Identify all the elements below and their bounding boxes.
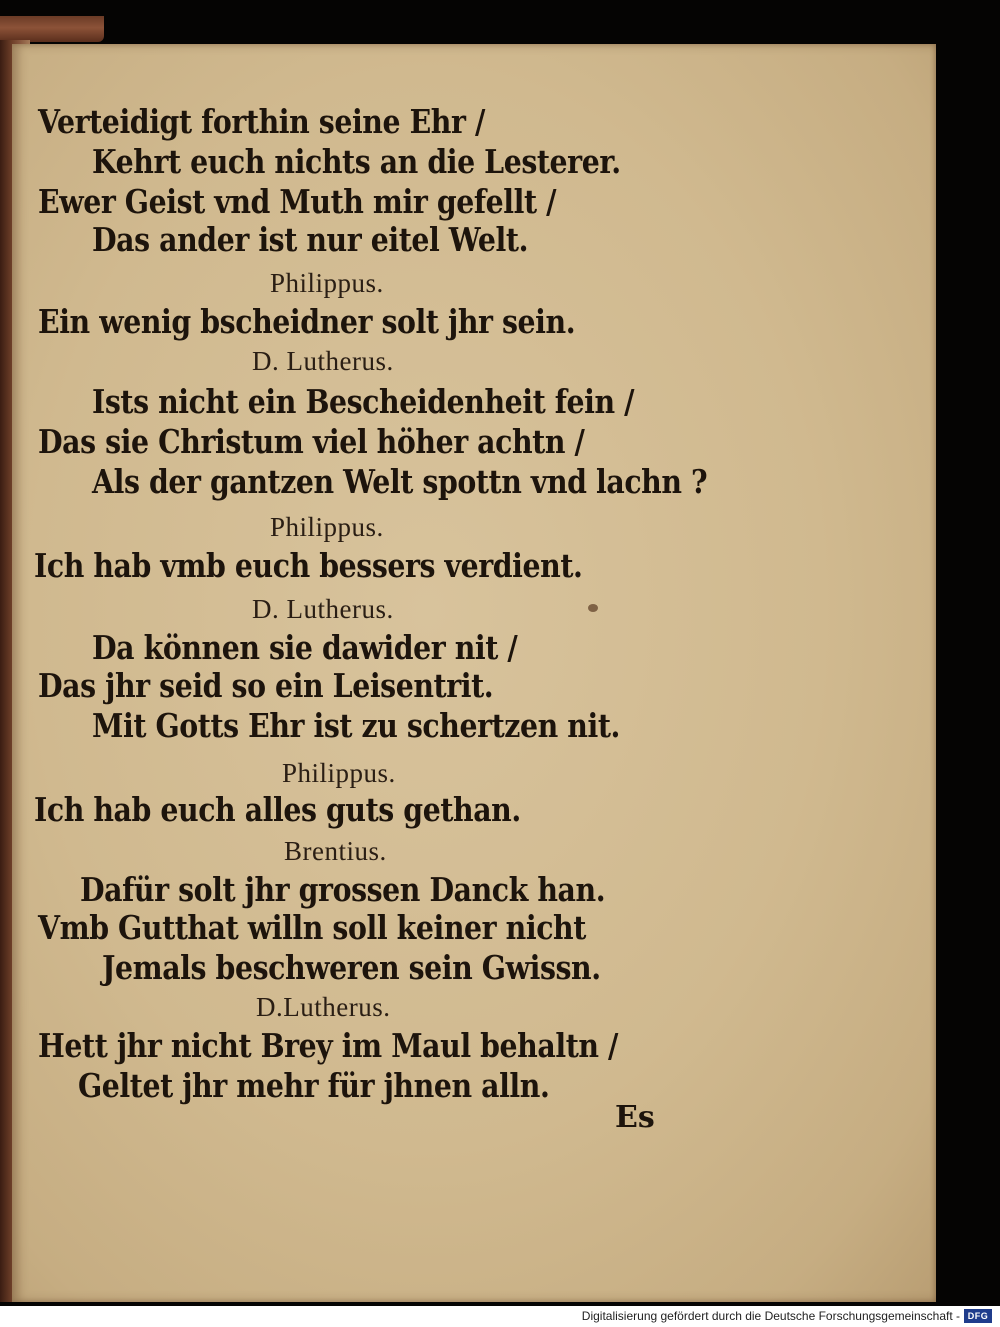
verse-line: Jemals beschweren sein Gwissn.	[102, 948, 601, 987]
verse-line: Ewer Geist vnd Muth mir gefellt /	[38, 182, 557, 221]
footer-bar	[0, 1306, 1000, 1327]
verse-line: Als der gantzen Welt spottn vnd lachn ?	[92, 462, 708, 501]
verse-line: Das jhr seid so ein Leisentrit.	[38, 666, 494, 705]
catchword: Es	[615, 1100, 655, 1135]
verse-line: Ists nicht ein Bescheidenheit fein /	[92, 382, 635, 421]
speaker-name: Philippus.	[282, 758, 396, 788]
speaker-name: D. Lutherus.	[252, 594, 394, 624]
page-text	[12, 44, 936, 1302]
book-page	[12, 44, 936, 1302]
speaker-name: Philippus.	[270, 512, 384, 542]
speaker-name: D. Lutherus.	[252, 346, 394, 376]
verse-line: Hett jhr nicht Brey im Maul behaltn /	[38, 1026, 618, 1065]
verse-line: Geltet jhr mehr für jhnen alln.	[78, 1066, 550, 1105]
verse-line: Kehrt euch nichts an die Lesterer.	[92, 142, 621, 181]
verse-line: Ich hab vmb euch bessers verdient.	[34, 546, 583, 585]
ink-speck	[588, 604, 598, 612]
verse-line: Dafür solt jhr grossen Danck han.	[80, 870, 606, 909]
verse-line: Das ander ist nur eitel Welt.	[92, 220, 529, 259]
verse-line: Da können sie dawider nit /	[92, 628, 518, 667]
verse-line: Mit Gotts Ehr ist zu schertzen nit.	[92, 706, 620, 745]
verse-line: Das sie Christum viel höher achtn /	[38, 422, 585, 461]
funding-notice: Digitalisierung gefördert durch die Deutsche Forschungsgemeinschaft -	[581, 1309, 960, 1323]
book-spine-top	[0, 16, 104, 42]
dfg-logo: DFG	[964, 1309, 992, 1323]
speaker-name: Philippus.	[270, 268, 384, 298]
verse-line: Ein wenig bscheidner solt jhr sein.	[38, 302, 576, 341]
verse-line: Vmb Gutthat willn soll keiner nicht	[38, 908, 586, 947]
verse-line: Ich hab euch alles guts gethan.	[34, 790, 521, 829]
verse-line: Verteidigt forthin seine Ehr /	[38, 102, 485, 141]
speaker-name: D.Lutherus.	[256, 992, 391, 1022]
speaker-name: Brentius.	[284, 836, 387, 866]
